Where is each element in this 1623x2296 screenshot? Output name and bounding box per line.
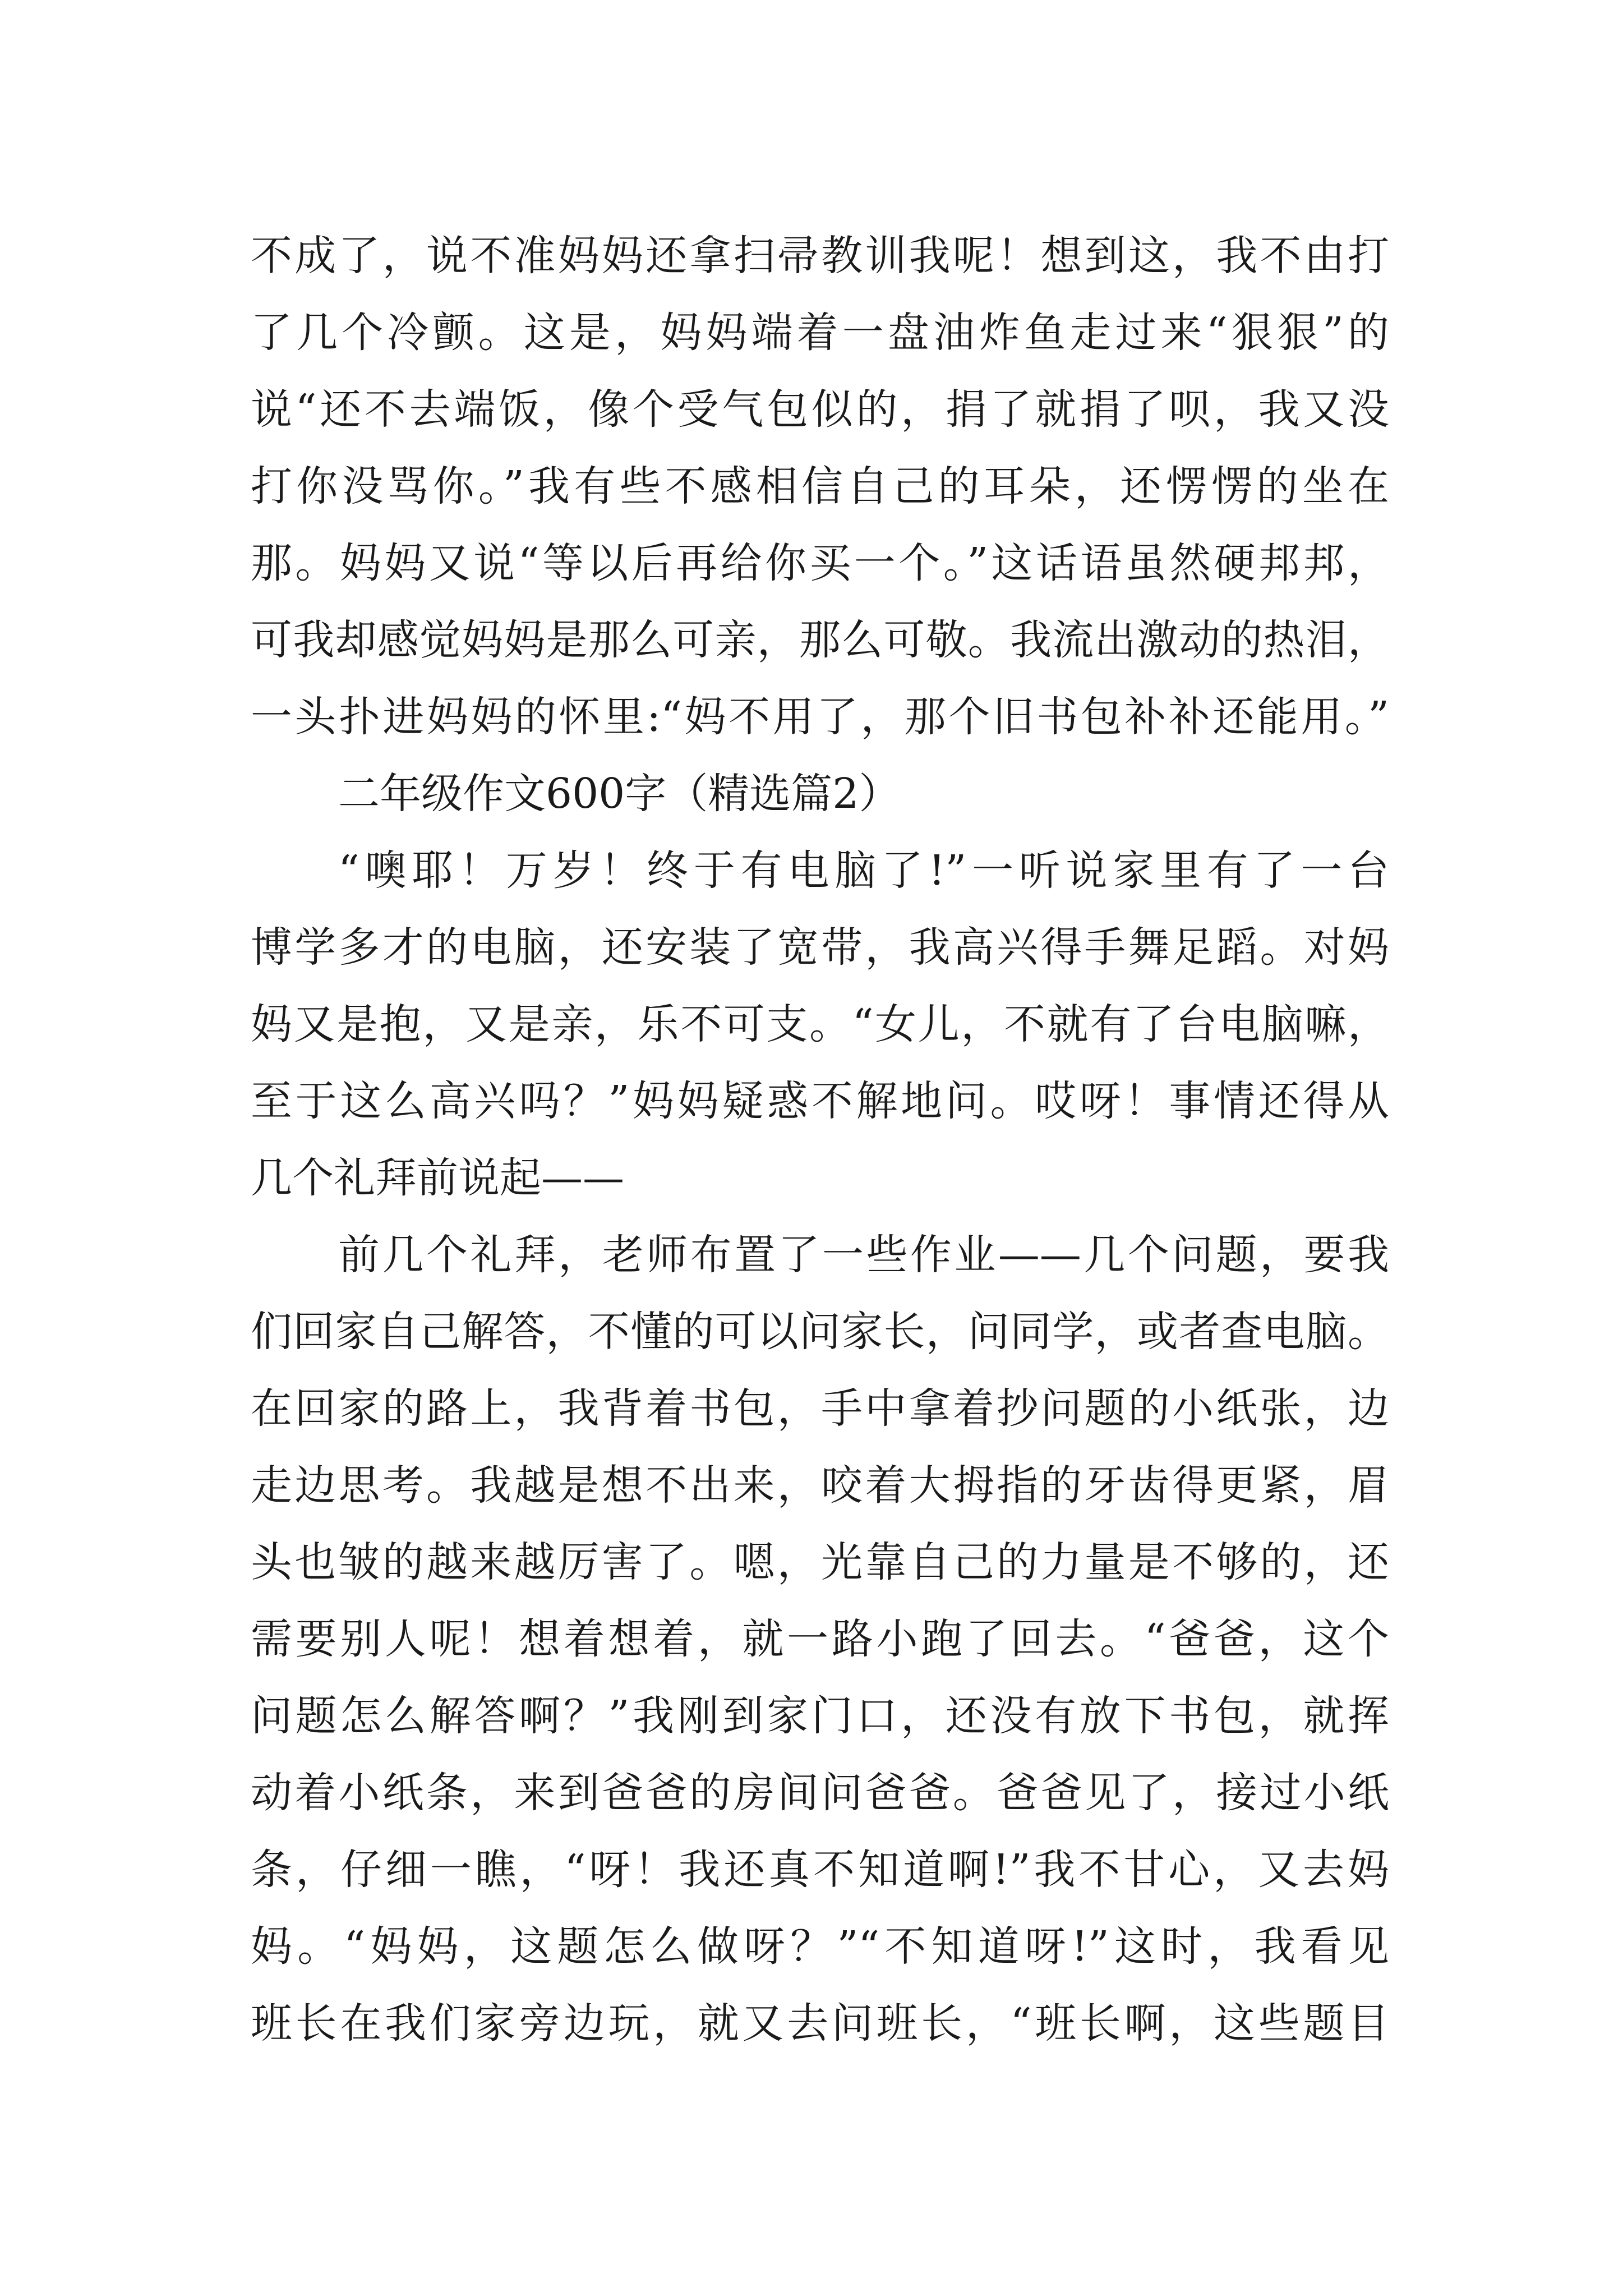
document-page — [251, 218, 1389, 2062]
text-line: 走边思考。我越是想不出来，咬着大拇指的牙齿得更紧，眉 — [251, 1461, 1389, 1510]
text-line: 那。妈妈又说“等以后再给你买一个。”这话语虽然硬邦邦， — [251, 539, 1389, 587]
text-line: 了几个冷颤。这是，妈妈端着一盘油炸鱼走过来“狠狠”的 — [251, 309, 1389, 357]
text-line: 班长在我们家旁边玩，就又去问班长，“班长啊，这些题目 — [251, 1999, 1389, 2047]
text-line: 至于这么高兴吗？”妈妈疑惑不解地问。哎呀！事情还得从 — [251, 1077, 1389, 1125]
text-line: 问题怎么解答啊？”我刚到家门口，还没有放下书包，就挥 — [251, 1692, 1389, 1740]
text-line: 说“还不去端饭，像个受气包似的，捐了就捐了呗，我又没 — [251, 385, 1389, 434]
text-line: 不成了，说不准妈妈还拿扫帚教训我呢！想到这，我不由打 — [251, 232, 1389, 280]
text-line: 妈。“妈妈，这题怎么做呀？”“不知道呀!”这时，我看见 — [251, 1922, 1389, 1971]
text-line: 前几个礼拜，老师布置了一些作业——几个问题，要我 — [338, 1231, 1389, 1279]
text-line: 妈又是抱，又是亲，乐不可支。“女儿，不就有了台电脑嘛， — [251, 1000, 1389, 1048]
text-line: 在回家的路上，我背着书包，手中拿着抄问题的小纸张，边 — [251, 1384, 1389, 1433]
text-line: 博学多才的电脑，还安装了宽带，我高兴得手舞足蹈。对妈 — [251, 923, 1389, 972]
text-line: 一头扑进妈妈的怀里:“妈不用了，那个旧书包补补还能用。” — [251, 693, 1389, 741]
text-line: 动着小纸条，来到爸爸的房间问爸爸。爸爸见了，接过小纸 — [251, 1769, 1389, 1817]
text-line: 头也皱的越来越厉害了。嗯，光靠自己的力量是不够的，还 — [251, 1538, 1389, 1586]
section-heading: 二年级作文600字（精选篇2） — [338, 770, 901, 818]
text-line: “噢耶！万岁！终于有电脑了!”一听说家里有了一台 — [338, 846, 1389, 895]
text-line: 们回家自己解答，不懂的可以问家长，问同学，或者查电脑。 — [251, 1308, 1389, 1356]
text-line: 条，仔细一瞧，“呀！我还真不知道啊!”我不甘心，又去妈 — [251, 1846, 1389, 1894]
text-line: 需要别人呢！想着想着，就一路小跑了回去。“爸爸，这个 — [251, 1615, 1389, 1663]
text-line: 几个礼拜前说起—— — [251, 1154, 624, 1202]
text-line: 可我却感觉妈妈是那么可亲，那么可敬。我流出激动的热泪， — [251, 616, 1389, 664]
text-line: 打你没骂你。”我有些不感相信自己的耳朵，还愣愣的坐在 — [251, 462, 1389, 510]
